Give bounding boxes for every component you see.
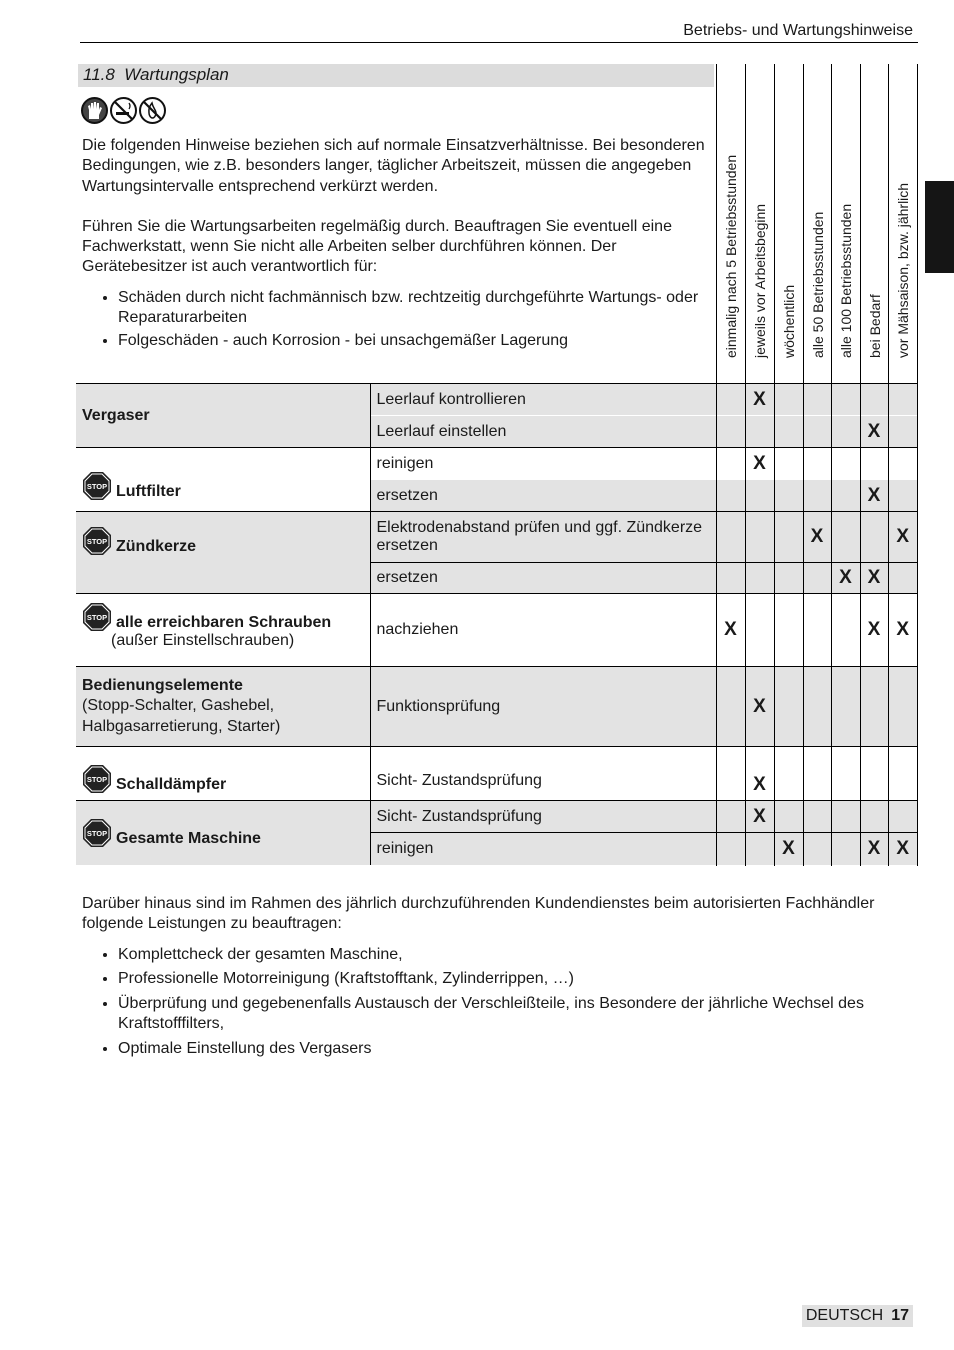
mark-cell (831, 801, 860, 833)
table-row (76, 667, 917, 747)
action-cell: Funktionsprüfung (370, 667, 716, 747)
service-intro: Darüber hinaus sind im Rahmen des jährlich durchzuführenden Kundendienstes beim autorisierten Fachhändler folgende Leistungen zu beauftragen: (82, 895, 875, 933)
svg-text:STOP: STOP (86, 481, 108, 491)
category-name: Luftfilter (116, 482, 181, 500)
mark-cell: X (831, 563, 860, 594)
mark-cell (774, 667, 803, 747)
mark-cell (716, 512, 745, 563)
action-cell: Leerlauf einstellen (370, 416, 716, 448)
grid-line (716, 383, 717, 866)
category-name: Schalldämpfer (116, 776, 227, 793)
mark-cell (803, 384, 831, 416)
mark-cell (803, 833, 831, 865)
svg-text:STOP: STOP (86, 613, 108, 622)
mark-cell: X (774, 833, 803, 865)
maintenance-table (76, 383, 917, 865)
mark-cell (803, 747, 831, 801)
category-cell (76, 801, 370, 865)
mark-cell (831, 747, 860, 801)
mark-cell (888, 384, 917, 416)
mark-cell: X (860, 416, 888, 448)
stop-icon (82, 602, 112, 632)
mark-cell (774, 594, 803, 667)
intro-bullet: • Schäden durch nicht fachmännisch bzw. rechtzeitig durchgeführte Wartungs- oder Reparaturarbeiten (118, 288, 712, 329)
mark-cell: X (716, 594, 745, 667)
mark-cell (831, 384, 860, 416)
mark-cell (803, 563, 831, 594)
service-bullet: • Professionelle Motorreinigung (Kraftstofftank, Zylinderrippen, …) (118, 969, 922, 989)
category-cell (76, 512, 370, 594)
page-number: 17 (891, 1307, 909, 1324)
mark-cell (716, 384, 745, 416)
category-name: Zündkerze (116, 538, 197, 555)
category-cell (76, 667, 370, 747)
section-number: 11.8 (83, 65, 115, 84)
service-bullet: • Überprüfung und gegebenenfalls Austausch der Verschleißteile, ins Besondere der jährliche Wechsel des Kraftstofffilters, (118, 994, 922, 1035)
action-cell: Leerlauf kontrollieren (370, 384, 716, 416)
mark-cell (774, 747, 803, 801)
grid-line (774, 383, 775, 866)
header-divider (774, 64, 775, 383)
action-cell: ersetzen (370, 480, 716, 512)
mark-cell: X (803, 512, 831, 563)
action-cell: ersetzen (370, 563, 716, 594)
mark-cell (888, 801, 917, 833)
header-divider (860, 64, 861, 383)
intro-paragraph-1: Die folgenden Hinweise beziehen sich auf normale Einsatzverhältnisse. Bei besonderen Bedingungen, wie z.B. besonders langer, täglicher Arbeitszeit, müssen die angegeben Wartungsintervalle entsprechend verkürzt werden. (82, 137, 705, 195)
mark-cell (888, 563, 917, 594)
table-row (76, 448, 917, 480)
grid-line (860, 383, 861, 866)
mark-cell (774, 448, 803, 480)
mark-cell: X (888, 594, 917, 667)
section-title: Wartungsplan (124, 65, 229, 84)
mark-cell (860, 448, 888, 480)
mark-cell: X (745, 801, 774, 833)
mark-cell (831, 667, 860, 747)
grid-line (831, 383, 832, 866)
mark-cell (888, 480, 917, 512)
header-divider (888, 64, 889, 383)
service-bullet: • Komplettcheck der gesamten Maschine, (118, 945, 922, 965)
table-row (76, 512, 917, 563)
mark-cell (831, 416, 860, 448)
mark-cell: X (745, 667, 774, 747)
table-row (76, 594, 917, 667)
page-footer (802, 1305, 913, 1327)
mark-cell (716, 801, 745, 833)
svg-text:STOP: STOP (86, 537, 108, 546)
grid-line (888, 383, 889, 866)
mark-cell (745, 833, 774, 865)
mark-cell (831, 512, 860, 563)
intro-bullet: • Folgeschäden - auch Korrosion - bei unsachgemäßer Lagerung (118, 331, 712, 351)
category-note: (Stopp-Schalter, Gashebel, Halbgasarretierung, Starter) (82, 697, 281, 735)
interval-header: einmalig nach 5 Betriebsstunden (723, 154, 739, 358)
mark-cell (888, 448, 917, 480)
category-name: alle erreichbaren Schrauben (116, 614, 332, 631)
mark-cell (745, 480, 774, 512)
service-bullet: • Optimale Einstellung des Vergasers (118, 1039, 922, 1059)
action-cell: Sicht- Zustandsprüfung (370, 747, 716, 801)
interval-header: jeweils vor Arbeitsbeginn (752, 203, 768, 358)
warning-icons (81, 97, 166, 124)
header-rule (80, 42, 918, 43)
mark-cell (831, 448, 860, 480)
mark-cell (745, 594, 774, 667)
intro-paragraph-2: Führen Sie die Wartungsarbeiten regelmäßig durch. Beauftragen Sie eventuell eine Fachwerkstatt, wenn Sie nicht alle Arbeiten selber durchführen können. Der Gerätebesitzer ist auch verantwortlich für: (82, 217, 672, 276)
category-cell (76, 384, 370, 448)
side-thumb-tab (925, 181, 954, 273)
interval-header: alle 50 Betriebsstunden (810, 211, 826, 358)
stop-icon (82, 471, 112, 501)
table-row (76, 747, 917, 801)
mark-cell (745, 563, 774, 594)
mark-cell (831, 480, 860, 512)
mark-cell: X (745, 384, 774, 416)
mark-cell (774, 563, 803, 594)
footer-language: DEUTSCH (805, 1307, 884, 1324)
mark-cell (831, 594, 860, 667)
mark-cell (774, 512, 803, 563)
category-cell (76, 448, 370, 512)
svg-text:STOP: STOP (86, 775, 108, 784)
action-cell: Sicht- Zustandsprüfung (370, 801, 716, 833)
mark-cell (745, 512, 774, 563)
stop-icon (82, 764, 112, 794)
header-divider (716, 64, 717, 383)
grid-line (745, 383, 746, 866)
mark-cell: X (745, 747, 774, 801)
action-cell: Elektrodenabstand prüfen und ggf. Zündkerze ersetzen (370, 512, 716, 563)
mark-cell (860, 512, 888, 563)
header-divider (917, 64, 918, 383)
svg-text:STOP: STOP (86, 828, 108, 838)
header-divider (745, 64, 746, 383)
mark-cell (745, 416, 774, 448)
mark-cell (716, 563, 745, 594)
intro-text (82, 136, 712, 355)
mark-cell (774, 480, 803, 512)
category-cell (76, 747, 370, 801)
mark-cell (716, 833, 745, 865)
mark-cell (803, 448, 831, 480)
grid-line (803, 383, 804, 866)
mark-cell: X (860, 594, 888, 667)
mark-cell: X (860, 480, 888, 512)
mark-cell (803, 416, 831, 448)
interval-header: bei Bedarf (867, 294, 883, 358)
no-smoking-icon (110, 97, 137, 124)
header-divider (831, 64, 832, 383)
mark-cell (716, 747, 745, 801)
mark-cell (831, 833, 860, 865)
action-cell: reinigen (370, 833, 716, 865)
action-cell: reinigen (370, 448, 716, 480)
mark-cell (803, 667, 831, 747)
running-header: Betriebs- und Wartungshinweise (683, 22, 913, 39)
gloves-icon (81, 97, 108, 124)
mark-cell (803, 480, 831, 512)
mark-cell: X (860, 563, 888, 594)
service-text (82, 894, 922, 1064)
category-name: Gesamte Maschine (116, 829, 261, 847)
mark-cell (774, 416, 803, 448)
grid-line (917, 383, 918, 866)
interval-header: wöchentlich (781, 284, 797, 358)
mark-cell (716, 448, 745, 480)
category-cell (76, 594, 370, 667)
mark-cell (888, 747, 917, 801)
mark-cell (888, 416, 917, 448)
mark-cell: X (888, 833, 917, 865)
mark-cell (716, 416, 745, 448)
mark-cell (803, 594, 831, 667)
header-divider (803, 64, 804, 383)
mark-cell (803, 801, 831, 833)
service-bullet-list (82, 945, 922, 1060)
mark-cell (774, 384, 803, 416)
interval-header: vor Mähsaison, bzw. jährlich (895, 182, 911, 358)
mark-cell (860, 384, 888, 416)
mark-cell (860, 667, 888, 747)
mark-cell (716, 667, 745, 747)
action-cell: nachziehen (370, 594, 716, 667)
category-name: Vergaser (82, 406, 150, 424)
interval-header: alle 100 Betriebsstunden (838, 203, 854, 358)
section-heading (83, 65, 229, 85)
mark-cell: X (860, 833, 888, 865)
stop-icon (82, 818, 112, 848)
mark-cell (860, 747, 888, 801)
no-open-flame-icon (139, 97, 166, 124)
table-row (76, 801, 917, 833)
mark-cell (774, 801, 803, 833)
mark-cell: X (888, 512, 917, 563)
mark-cell: X (745, 448, 774, 480)
table-row (76, 384, 917, 416)
category-note: (außer Einstellschrauben) (111, 632, 295, 649)
category-name: Bedienungselemente (82, 676, 243, 694)
stop-icon (82, 526, 112, 556)
mark-cell (888, 667, 917, 747)
mark-cell (860, 801, 888, 833)
intro-bullet-list (82, 288, 712, 352)
mark-cell (716, 480, 745, 512)
